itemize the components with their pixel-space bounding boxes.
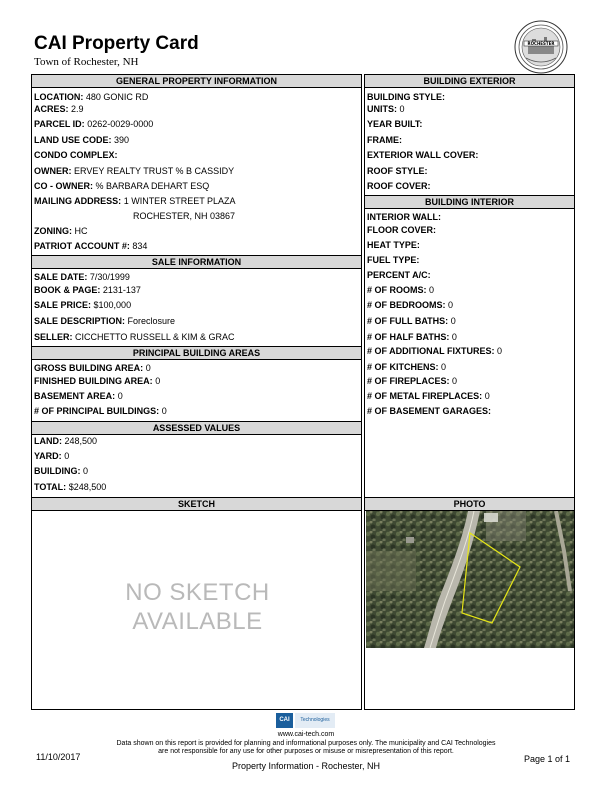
- rooms-row: # OF ROOMS: 0: [367, 285, 435, 295]
- acres-row: ACRES: 2.9: [34, 104, 84, 114]
- parcel-row: PARCEL ID: 0262-0029-0000: [34, 119, 154, 129]
- patriot-row: PATRIOT ACCOUNT #: 834: [34, 241, 148, 251]
- town-seal-logo: [514, 20, 568, 74]
- owner-row: OWNER: ERVEY REALTY TRUST % B CASSIDY: [34, 166, 235, 176]
- basement-garages-row: # OF BASEMENT GARAGES:: [367, 406, 492, 416]
- bedrooms-row: # OF BEDROOMS: 0: [367, 300, 454, 310]
- land-value-row: LAND: 248,500: [34, 436, 98, 446]
- roof-style-row: ROOF STYLE:: [367, 166, 428, 176]
- kitchens-row: # OF KITCHENS: 0: [367, 362, 447, 372]
- no-sketch-placeholder: [60, 578, 335, 636]
- building-value-row: BUILDING: 0: [34, 466, 89, 476]
- year-built-row: YEAR BUILT:: [367, 119, 423, 129]
- interior-wall-row: INTERIOR WALL:: [367, 212, 441, 222]
- footer-disclaimer-1: Data shown on this report is provided for planning and informational purposes only. The municipality and CAI Technologies: [116, 740, 496, 747]
- principal-buildings-row: # OF PRINCIPAL BUILDINGS: 0: [34, 406, 167, 416]
- frame-row: FRAME:: [367, 135, 402, 145]
- page-number: Page 1 of 1: [524, 754, 571, 764]
- footer-disclaimer-2: are not responsible for any use for other purposes or misuse or misrepresentation of this report.: [158, 748, 454, 755]
- gross-area-row: GROSS BUILDING AREA: 0: [34, 363, 151, 373]
- percent-ac-row: PERCENT A/C:: [367, 270, 431, 280]
- seller-row: SELLER: CICCHETTO RUSSELL & KIM & GRAC: [34, 332, 235, 342]
- condo-row: CONDO COMPLEX:: [34, 150, 118, 160]
- page-title: CAI Property Card: [34, 33, 199, 54]
- units-row: UNITS: 0: [367, 104, 405, 114]
- footer-caption: Property Information - Rochester, NH: [231, 761, 381, 771]
- seal-text: ROCHESTER: [527, 41, 555, 46]
- no-sketch-line-1: NO SKETCH: [125, 579, 270, 606]
- sketch-header: SKETCH: [31, 497, 362, 511]
- total-value-row: TOTAL: $248,500: [34, 482, 107, 492]
- building-interior-header: BUILDING INTERIOR: [364, 195, 575, 209]
- heat-type-row: HEAT TYPE:: [367, 240, 420, 250]
- sale-price-row: SALE PRICE: $100,000: [34, 300, 132, 310]
- fireplaces-row: # OF FIREPLACES: 0: [367, 376, 458, 386]
- no-sketch-line-2: AVAILABLE: [132, 608, 263, 635]
- cai-logo: [276, 713, 336, 728]
- mailing-row: MAILING ADDRESS: 1 WINTER STREET PLAZA: [34, 196, 236, 206]
- finished-area-row: FINISHED BUILDING AREA: 0: [34, 376, 161, 386]
- footer-date: 11/10/2017: [36, 752, 81, 762]
- town-subtitle: Town of Rochester, NH: [34, 56, 139, 68]
- building-areas-header: PRINCIPAL BUILDING AREAS: [31, 346, 362, 360]
- land-use-row: LAND USE CODE: 390: [34, 135, 130, 145]
- general-info-header: GENERAL PROPERTY INFORMATION: [31, 74, 362, 88]
- location-row: LOCATION: 480 GONIC RD: [34, 92, 149, 102]
- footer-url[interactable]: www.cai-tech.com: [277, 731, 335, 738]
- full-baths-row: # OF FULL BATHS: 0: [367, 316, 456, 326]
- sale-info-header: SALE INFORMATION: [31, 255, 362, 269]
- coowner-row: CO - OWNER: % BARBARA DEHART ESQ: [34, 181, 210, 191]
- aerial-photo: [366, 511, 574, 648]
- half-baths-row: # OF HALF BATHS: 0: [367, 332, 457, 342]
- fuel-type-row: FUEL TYPE:: [367, 255, 420, 265]
- cai-logo-wordmark: Technologies: [295, 713, 335, 728]
- additional-fixtures-row: # OF ADDITIONAL FIXTURES: 0: [367, 346, 503, 356]
- metal-fireplaces-row: # OF METAL FIREPLACES: 0: [367, 391, 490, 401]
- exterior-wall-row: EXTERIOR WALL COVER:: [367, 150, 479, 160]
- assessed-values-header: ASSESSED VALUES: [31, 421, 362, 435]
- cai-logo-mark: CAI: [276, 713, 293, 728]
- floor-cover-row: FLOOR COVER:: [367, 225, 436, 235]
- sale-date-row: SALE DATE: 7/30/1999: [34, 272, 130, 282]
- basement-area-row: BASEMENT AREA: 0: [34, 391, 123, 401]
- roof-cover-row: ROOF COVER:: [367, 181, 431, 191]
- mailing-row-2: ROCHESTER, NH 03867: [133, 211, 236, 221]
- sale-desc-row: SALE DESCRIPTION: Foreclosure: [34, 316, 176, 326]
- zoning-row: ZONING: HC: [34, 226, 88, 236]
- book-page-row: BOOK & PAGE: 2131-137: [34, 285, 141, 295]
- yard-value-row: YARD: 0: [34, 451, 70, 461]
- building-exterior-header: BUILDING EXTERIOR: [364, 74, 575, 88]
- photo-header: PHOTO: [364, 497, 575, 511]
- building-style-row: BUILDING STYLE:: [367, 92, 445, 102]
